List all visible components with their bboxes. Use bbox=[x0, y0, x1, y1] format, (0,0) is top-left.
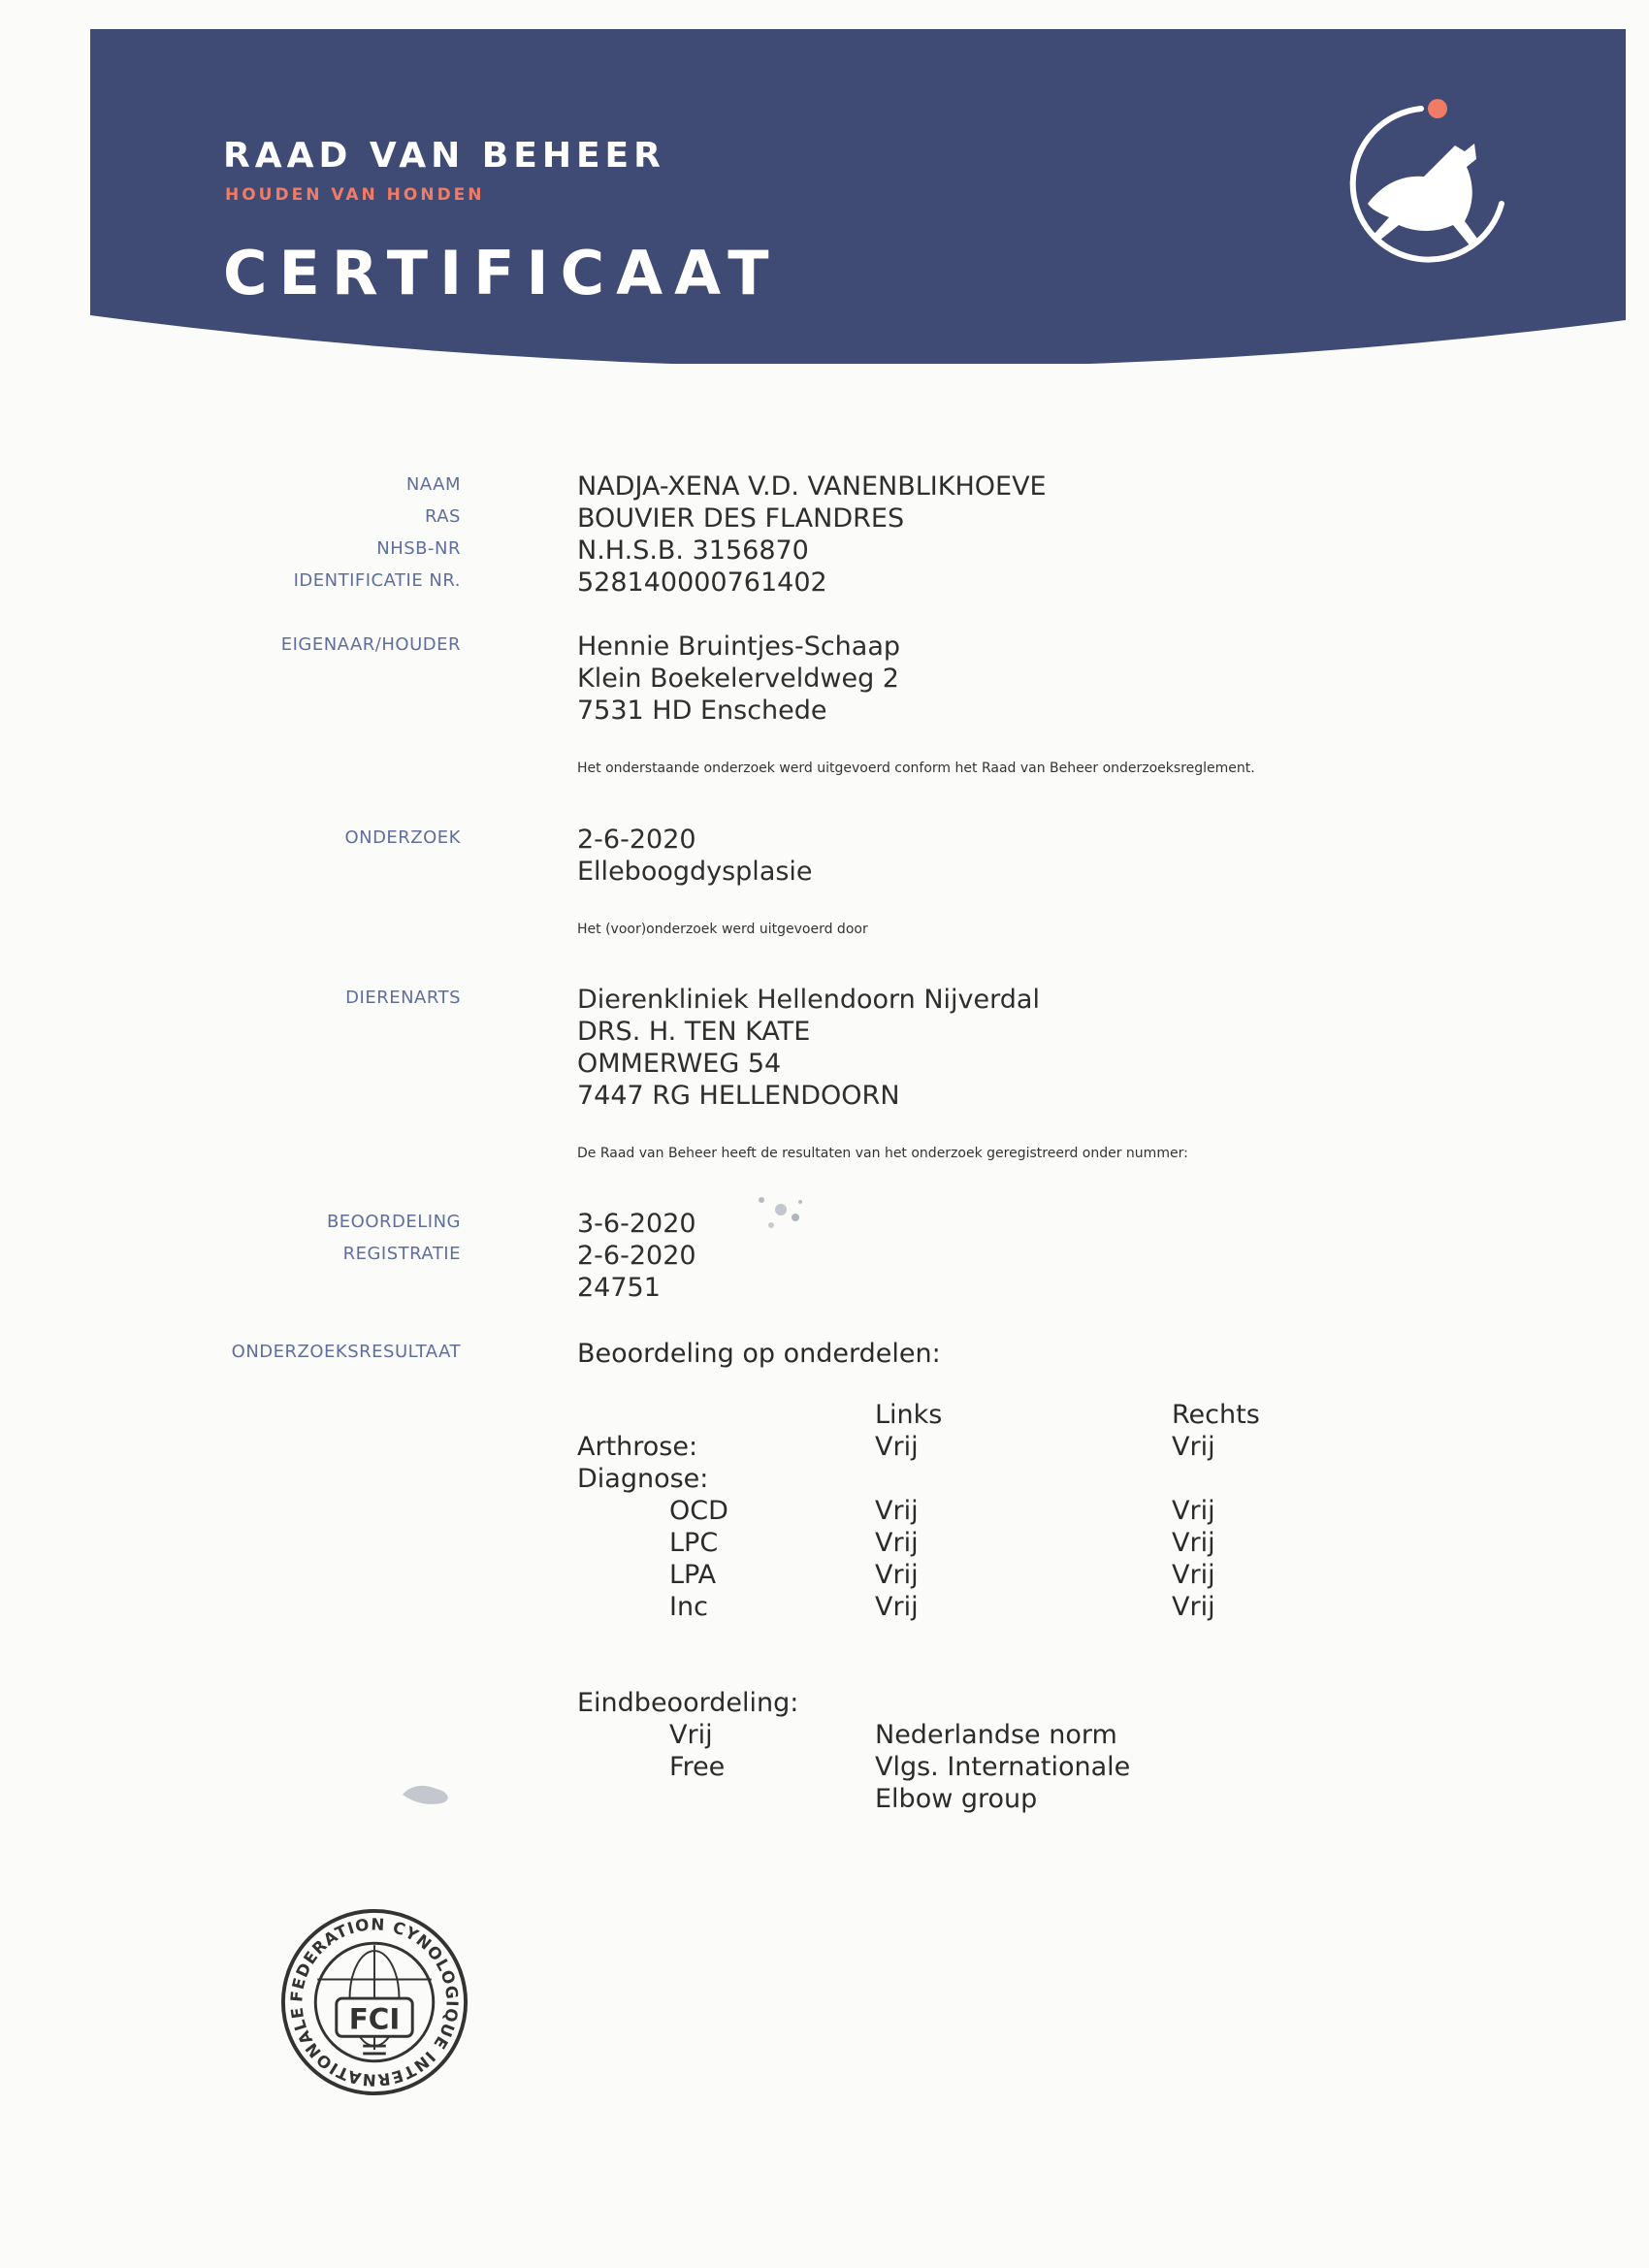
diagnosis-row-name: OCD bbox=[669, 1496, 728, 1526]
diagnosis-row-name: Inc bbox=[669, 1592, 708, 1622]
nhsb-number: N.H.S.B. 3156870 bbox=[577, 535, 809, 566]
results-heading: Beoordeling op onderdelen: bbox=[577, 1339, 941, 1369]
column-right-header: Rechts bbox=[1172, 1400, 1260, 1430]
owner-label: EIGENAAR/HOUDER bbox=[280, 634, 461, 655]
nhsb-label: NHSB-NR bbox=[376, 538, 461, 559]
final-nl-norm: Nederlandse norm bbox=[875, 1720, 1117, 1750]
diagnosis-row-left: Vrij bbox=[875, 1496, 919, 1526]
final-int-value: Free bbox=[669, 1752, 726, 1782]
final-assessment-label: Eindbeoordeling: bbox=[577, 1688, 799, 1718]
diagnosis-row-right: Vrij bbox=[1172, 1592, 1215, 1622]
column-left-header: Links bbox=[875, 1400, 943, 1430]
vet-city: 7447 RG HELLENDOORN bbox=[577, 1081, 900, 1111]
assessment-date: 3-6-2020 bbox=[577, 1209, 696, 1239]
regulation-note: Het onderstaande onderzoek werd uitgevoerd conform het Raad van Beheer onderzoeksreglement. bbox=[577, 761, 1255, 776]
vet-clinic: Dierenkliniek Hellendoorn Nijverdal bbox=[577, 985, 1040, 1015]
final-int-norm: Vlgs. Internationale bbox=[875, 1752, 1131, 1782]
vet-label: DIERENARTS bbox=[345, 988, 461, 1008]
exam-date: 2-6-2020 bbox=[577, 825, 696, 855]
assessment-label: BEOORDELING bbox=[326, 1212, 461, 1232]
seal-center-text: FCI bbox=[348, 2002, 401, 2036]
identification-label: IDENTIFICATIE NR. bbox=[293, 570, 461, 591]
leaping-dog-logo-icon bbox=[1329, 87, 1523, 281]
certificate-title: CERTIFICAAT bbox=[223, 238, 781, 308]
dog-breed: BOUVIER DES FLANDRES bbox=[577, 503, 905, 534]
breed-label: RAS bbox=[424, 506, 461, 527]
diagnose-label: Diagnose: bbox=[577, 1464, 709, 1494]
registered-note: De Raad van Beheer heeft de resultaten van het onderzoek geregistreerd onder nummer: bbox=[577, 1146, 1188, 1161]
owner-city: 7531 HD Enschede bbox=[577, 696, 827, 726]
identification-number: 528140000761402 bbox=[577, 567, 827, 598]
fci-seal-icon bbox=[279, 1907, 469, 2097]
arthrose-left: Vrij bbox=[875, 1432, 919, 1462]
exam-label: ONDERZOEK bbox=[344, 827, 461, 848]
registration-number: 24751 bbox=[577, 1273, 661, 1303]
brand-tagline: HOUDEN VAN HONDEN bbox=[225, 185, 485, 205]
registration-label: REGISTRATIE bbox=[342, 1244, 461, 1264]
diagnosis-row-left: Vrij bbox=[875, 1592, 919, 1622]
performed-by-note: Het (voor)onderzoek werd uitgevoerd door bbox=[577, 922, 868, 937]
name-label: NAAM bbox=[405, 474, 461, 495]
final-nl-value: Vrij bbox=[669, 1720, 713, 1750]
diagnosis-row-left: Vrij bbox=[875, 1528, 919, 1558]
arthrose-label: Arthrose: bbox=[577, 1432, 698, 1462]
vet-street: OMMERWEG 54 bbox=[577, 1049, 782, 1079]
seal-ring-text: FEDERATION CYNOLOGIQUE INTERNATIONALE bbox=[287, 1915, 462, 2090]
arthrose-right: Vrij bbox=[1172, 1432, 1215, 1462]
dog-name: NADJA-XENA V.D. VANENBLIKHOEVE bbox=[577, 471, 1047, 502]
brand-name: RAAD VAN BEHEER bbox=[223, 136, 665, 176]
registration-date: 2-6-2020 bbox=[577, 1241, 696, 1271]
diagnosis-row-left: Vrij bbox=[875, 1560, 919, 1590]
owner-street: Klein Boekelerveldweg 2 bbox=[577, 664, 899, 694]
final-int-norm-cont: Elbow group bbox=[875, 1784, 1038, 1814]
exam-type: Elleboogdysplasie bbox=[577, 857, 813, 887]
vet-name: DRS. H. TEN KATE bbox=[577, 1017, 811, 1047]
diagnosis-row-right: Vrij bbox=[1172, 1496, 1215, 1526]
scan-smudge bbox=[398, 1775, 456, 1810]
diagnosis-row-right: Vrij bbox=[1172, 1560, 1215, 1590]
diagnosis-row-name: LPC bbox=[669, 1528, 719, 1558]
diagnosis-row-right: Vrij bbox=[1172, 1528, 1215, 1558]
results-label: ONDERZOEKSRESULTAAT bbox=[231, 1342, 461, 1362]
owner-name: Hennie Bruintjes-Schaap bbox=[577, 632, 901, 662]
diagnosis-row-name: LPA bbox=[669, 1560, 717, 1590]
scan-smudge bbox=[742, 1188, 820, 1247]
